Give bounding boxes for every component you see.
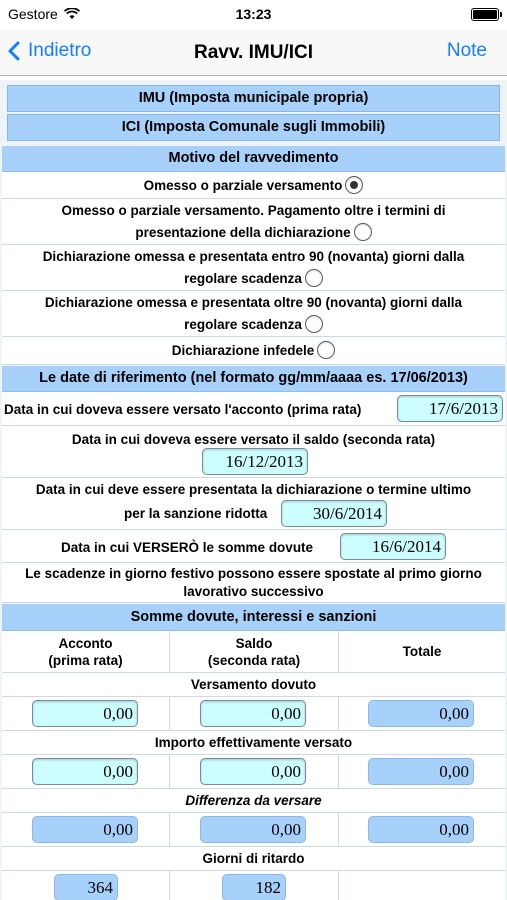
row-data-versero	[2, 530, 505, 563]
label-giorni-ritardo: Giorni di ritardo	[2, 847, 505, 871]
option-3-line1: Dichiarazione omessa e presentata entro 90 (novanta) giorni dalla	[42, 249, 465, 264]
row-data-acconto	[2, 392, 505, 426]
versato-totale-value: 0,00	[368, 758, 474, 785]
differenza-acconto-value: 0,00	[32, 816, 138, 843]
row-data-dichiarazione	[2, 478, 505, 530]
data-saldo-field[interactable]: 16/12/2013	[202, 448, 308, 475]
option-omesso-oltre-termini[interactable]	[2, 199, 505, 245]
dovuto-saldo-field[interactable]: 0,00	[200, 700, 306, 727]
radio-icon[interactable]	[354, 223, 372, 241]
differenza-saldo-value: 0,00	[200, 816, 306, 843]
option-omesso-versamento-label: Omesso o parziale versamento	[143, 178, 343, 193]
page-title: Ravv. IMU/ICI	[194, 42, 313, 63]
data-acconto-label: Data in cui doveva essere versato l'acconto (prima rata)	[4, 402, 362, 417]
radio-icon[interactable]	[305, 315, 323, 333]
row-note-festivi	[2, 563, 505, 603]
section-somme-title: Somme dovute, interessi e sanzioni	[2, 604, 505, 631]
row-data-saldo	[2, 426, 505, 478]
row-importo-versato	[2, 755, 505, 789]
header-acconto-line1: Acconto	[58, 635, 113, 651]
versato-acconto-field[interactable]: 0,00	[32, 758, 138, 785]
versato-saldo-field[interactable]: 0,00	[200, 758, 306, 785]
data-dichiarazione-line1: Data in cui deve essere presentata la dichiarazione o termine ultimo	[35, 482, 472, 497]
header-totale-label: Totale	[402, 644, 442, 659]
option-3-line2: regolare scadenza	[184, 271, 302, 286]
header-saldo-line2: (seconda rata)	[207, 652, 301, 668]
section-date-title: Le date di riferimento (nel formato gg/mm/aaaa es. 17/06/2013)	[2, 366, 505, 392]
option-2-line1: Omesso o parziale versamento. Pagamento oltre i termini di	[61, 203, 446, 218]
dovuto-totale-value: 0,00	[368, 700, 474, 727]
tab-ici[interactable]: ICI (Imposta Comunale sugli Immobili)	[7, 114, 500, 141]
header-saldo	[170, 631, 338, 672]
table-header	[2, 631, 505, 673]
data-dichiarazione-field[interactable]: 30/6/2014	[281, 500, 387, 527]
header-totale	[339, 631, 505, 672]
header-acconto-line2: (prima rata)	[48, 652, 123, 668]
label-differenza: Differenza da versare	[2, 789, 505, 813]
form-content	[0, 80, 507, 900]
option-dichiarazione-oltre-90[interactable]	[2, 291, 505, 337]
status-bar	[0, 0, 507, 30]
dovuto-acconto-field[interactable]: 0,00	[32, 700, 138, 727]
header-acconto	[2, 631, 169, 672]
label-versamento-dovuto: Versamento dovuto	[2, 673, 505, 697]
data-versero-label: Data in cui VERSERÒ le somme dovute	[61, 540, 314, 555]
option-5-label: Dichiarazione infedele	[171, 343, 315, 358]
section-motivo-title: Motivo del ravvedimento	[2, 146, 505, 172]
row-differenza	[2, 813, 505, 847]
back-label: Indietro	[28, 40, 92, 61]
option-dichiarazione-entro-90[interactable]	[2, 245, 505, 291]
radio-icon[interactable]	[317, 341, 335, 359]
row-giorni-ritardo	[2, 871, 505, 900]
row-versamento-dovuto	[2, 697, 505, 731]
header-saldo-line1: Saldo	[235, 635, 273, 651]
note-festivi-line1: Le scadenze in giorno festivo possono essere spostate al primo giorno	[25, 566, 482, 581]
radio-icon[interactable]	[305, 269, 323, 287]
carrier-label: Gestore	[8, 6, 58, 22]
option-omesso-versamento[interactable]	[2, 172, 505, 199]
battery-icon	[471, 8, 499, 21]
note-festivi-line2: lavorativo successivo	[183, 584, 324, 599]
differenza-totale-value: 0,00	[368, 816, 474, 843]
status-time: 13:23	[235, 6, 272, 22]
ritardo-acconto-value: 364	[54, 874, 118, 900]
ritardo-saldo-value: 182	[222, 874, 286, 900]
label-importo-versato: Importo effettivamente versato	[2, 731, 505, 755]
note-button[interactable]: Note	[446, 40, 487, 61]
option-2-line2: presentazione della dichiarazione	[135, 225, 351, 240]
data-acconto-field[interactable]: 17/6/2013	[397, 395, 503, 422]
navigation-bar	[0, 30, 507, 76]
option-dichiarazione-infedele[interactable]	[2, 337, 505, 365]
data-saldo-label: Data in cui doveva essere versato il saldo (seconda rata)	[71, 432, 436, 447]
tab-imu[interactable]: IMU (Imposta municipale propria)	[7, 85, 500, 112]
option-4-line2: regolare scadenza	[184, 317, 302, 332]
data-versero-field[interactable]: 16/6/2014	[340, 533, 446, 560]
option-4-line1: Dichiarazione omessa e presentata oltre 90 (novanta) giorni dalla	[44, 295, 463, 310]
data-dichiarazione-line2: per la sanzione ridotta	[124, 506, 268, 521]
radio-selected-icon[interactable]	[345, 176, 363, 194]
